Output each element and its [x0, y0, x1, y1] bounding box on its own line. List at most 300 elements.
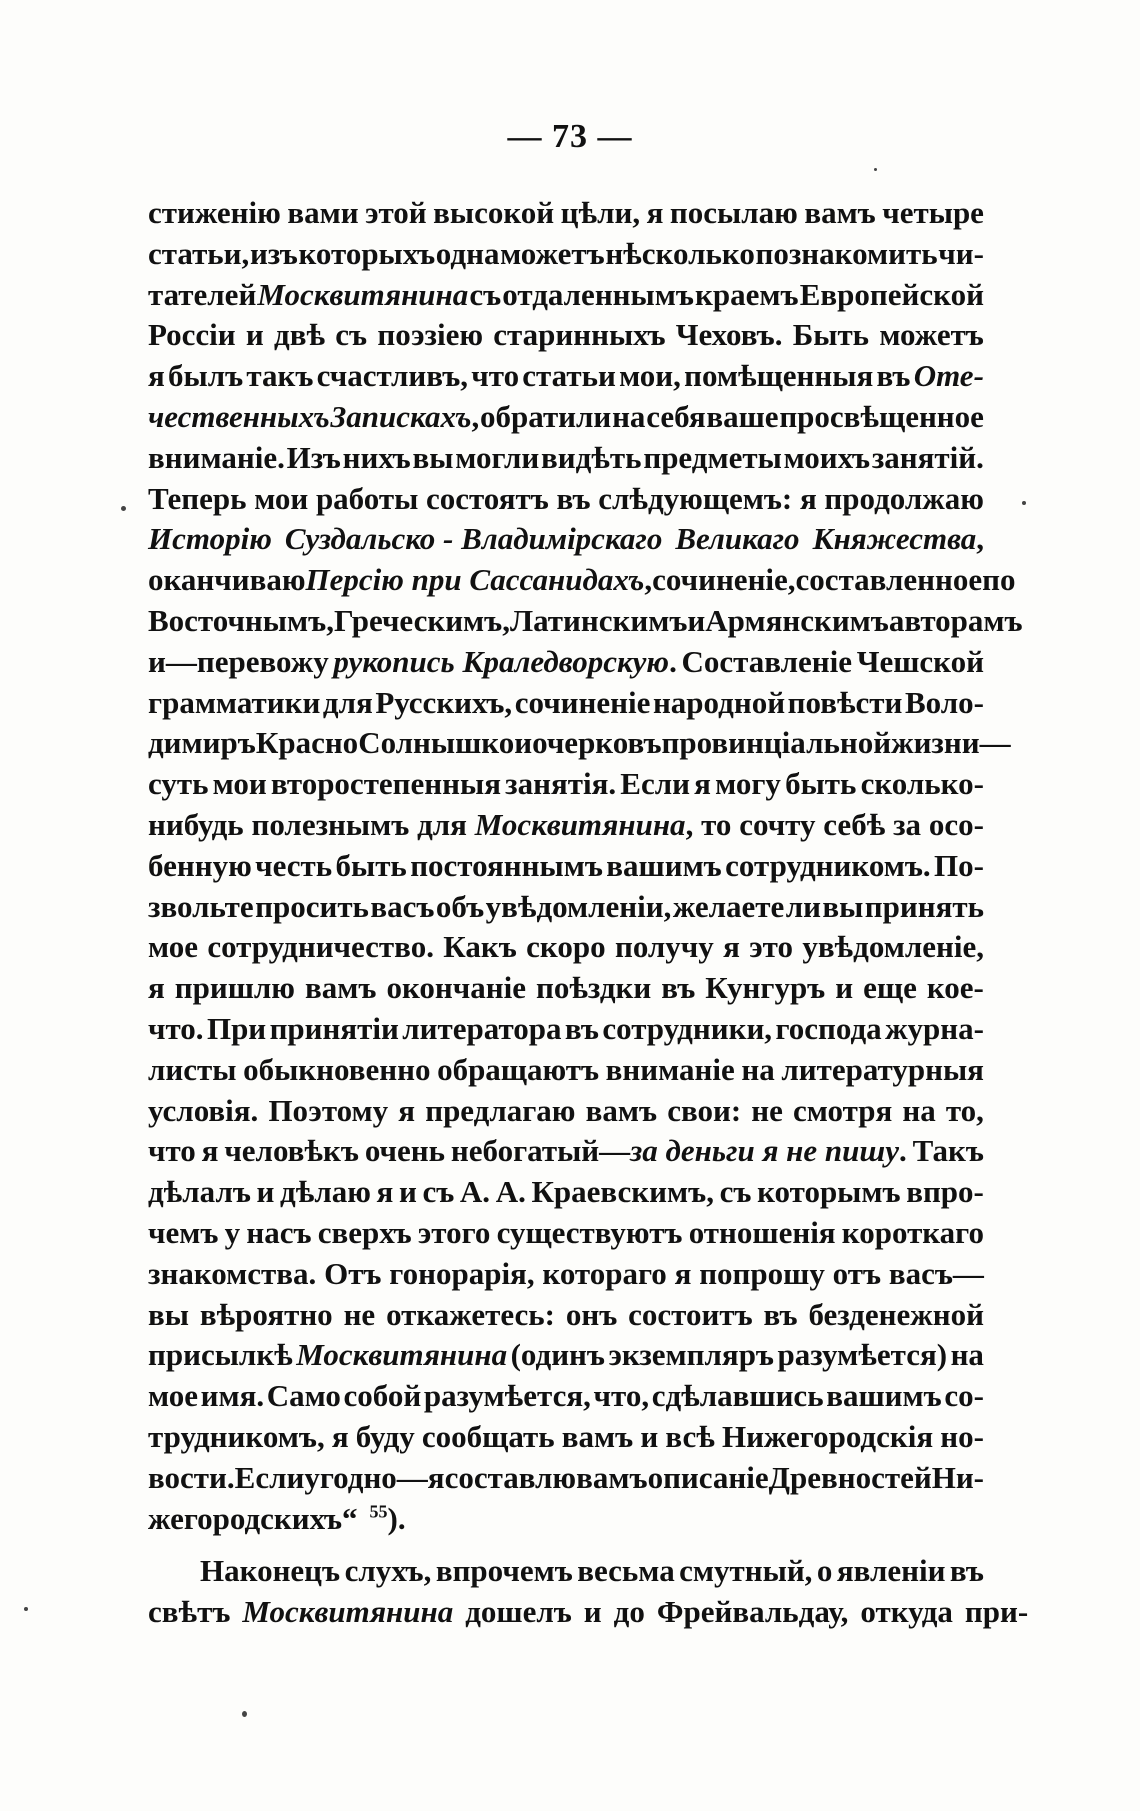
- word: [893, 805, 921, 846]
- word: [224, 1131, 359, 1172]
- text-run: на: [950, 1337, 984, 1373]
- word: [287, 438, 341, 479]
- word: [268, 1091, 388, 1132]
- text-run: вашимъ: [606, 847, 722, 883]
- word: [793, 1091, 892, 1132]
- text-line: [148, 1254, 984, 1295]
- word: [675, 1254, 692, 1295]
- word: [465, 1592, 572, 1633]
- word: [614, 1592, 645, 1633]
- word: [471, 356, 519, 397]
- text-run: о: [816, 1553, 833, 1589]
- word: [270, 1009, 399, 1050]
- word: [526, 927, 605, 968]
- word: [375, 683, 512, 724]
- text-run: вамъ: [585, 1092, 658, 1128]
- text-run: стиженію: [148, 195, 281, 230]
- text-run: Восточнымъ,: [148, 602, 334, 638]
- ink-speck: [24, 1607, 28, 1611]
- text-run: .: [669, 643, 677, 679]
- word: [496, 1172, 526, 1213]
- text-run: вамъ: [804, 195, 876, 230]
- text-run: Если: [620, 766, 690, 802]
- text-run: Теперь: [148, 480, 247, 516]
- text-run: Если: [234, 1459, 305, 1495]
- word: [510, 601, 687, 642]
- text-line: [148, 315, 984, 356]
- word: [769, 1458, 932, 1499]
- text-run: и: [835, 970, 854, 1006]
- text-run: гонорарія,: [389, 1255, 535, 1291]
- text-run: ли: [785, 888, 821, 924]
- text-run: не: [343, 1296, 376, 1332]
- text-run: А.: [459, 1174, 491, 1210]
- word: [280, 1172, 371, 1213]
- word: [739, 805, 815, 846]
- text-line: [148, 1213, 984, 1254]
- word: [749, 927, 793, 968]
- text-run: онъ: [565, 1296, 618, 1332]
- word: [148, 846, 252, 887]
- text-run: нихъ: [342, 439, 411, 475]
- text-run: сотрудники,: [602, 1010, 773, 1046]
- text-line: [148, 1458, 984, 1499]
- italic-text: Персію при Сассанидахъ: [305, 562, 645, 598]
- text-run: для: [417, 806, 467, 842]
- word: [365, 1131, 445, 1172]
- text-line: [148, 397, 984, 438]
- text-run: сотрудничество.: [207, 929, 434, 965]
- text-run: Фрейвальдау,: [656, 1594, 849, 1630]
- text-run: авторамъ: [888, 602, 1023, 638]
- text-run: съ: [469, 276, 502, 312]
- word: [872, 438, 984, 479]
- text-run: повѣсти: [787, 684, 903, 720]
- text-run: вашимъ: [826, 1378, 942, 1414]
- text-run: и: [245, 317, 264, 353]
- text-run: и: [398, 1174, 417, 1210]
- word: [823, 805, 885, 846]
- word: [902, 1091, 935, 1132]
- word: [605, 234, 755, 275]
- word: [250, 234, 298, 275]
- word: [148, 1172, 251, 1213]
- text-run: ,: [976, 521, 984, 557]
- word: [148, 1009, 204, 1050]
- footnote-marker: 55: [369, 1501, 388, 1522]
- text-run: поѣздки: [535, 970, 652, 1006]
- word: [598, 479, 792, 520]
- text-run: сочиненіе,: [652, 562, 796, 598]
- text-run: откажетесь:: [386, 1296, 555, 1332]
- text-run: очерковъ: [532, 725, 662, 761]
- text-run: и—перевожу: [148, 643, 329, 679]
- text-run: краемъ: [695, 276, 799, 312]
- text-run: я: [201, 1133, 219, 1169]
- word: [757, 1172, 901, 1213]
- word: [148, 1458, 235, 1499]
- word: [657, 1592, 849, 1633]
- text-run: цѣли,: [560, 195, 641, 230]
- text-run: Чешской: [856, 643, 984, 679]
- word: [705, 601, 889, 642]
- word: [532, 723, 661, 764]
- text-run: описаніе: [647, 1459, 769, 1495]
- word: [332, 1417, 349, 1458]
- text-run: жизни—: [891, 725, 1011, 761]
- text-run: существуютъ: [496, 1214, 683, 1250]
- word: [676, 315, 783, 356]
- text-run: очень: [364, 1133, 446, 1169]
- word: [399, 1172, 417, 1213]
- text-run: старинныхъ: [493, 317, 666, 353]
- text-run: принятіи: [269, 1010, 399, 1046]
- word: [370, 887, 434, 928]
- word: [612, 397, 645, 438]
- word: [318, 1213, 412, 1254]
- italic-text: Великаго: [675, 521, 800, 557]
- text-run: и: [687, 602, 706, 638]
- word: [842, 1213, 984, 1254]
- text-run: Нижегородскія: [721, 1418, 934, 1454]
- text-run: обратили: [480, 398, 612, 434]
- word: [344, 1376, 422, 1417]
- word: [667, 1091, 741, 1132]
- word: [148, 1335, 293, 1376]
- text-line: [148, 1592, 1029, 1633]
- word: [386, 1295, 555, 1336]
- text-run: дѣлалъ: [148, 1174, 251, 1210]
- text-run: у: [224, 1214, 241, 1250]
- text-run: явленіи: [836, 1553, 946, 1589]
- word: [413, 438, 454, 479]
- text-run: (одинъ: [510, 1337, 605, 1373]
- text-run: съ: [422, 1174, 455, 1210]
- word: [213, 764, 267, 805]
- word: [445, 1458, 577, 1499]
- word: [287, 193, 358, 234]
- text-run: которыхъ: [298, 235, 436, 271]
- text-run: кое-: [926, 970, 984, 1006]
- text-run: я: [799, 480, 817, 516]
- text-run: попрошу: [699, 1255, 825, 1291]
- word: [271, 764, 501, 805]
- word: [207, 927, 434, 968]
- text-run: вами: [287, 195, 359, 230]
- word: [424, 1376, 591, 1417]
- text-run: отдаленнымъ: [502, 276, 694, 312]
- text-run: безденежной: [808, 1296, 984, 1332]
- text-run: этого: [417, 1214, 491, 1250]
- text-run: собой: [343, 1378, 422, 1414]
- text-run: я: [694, 766, 711, 802]
- word: [715, 764, 781, 805]
- text-run: литературныя: [781, 1051, 984, 1087]
- word: [410, 846, 603, 887]
- text-run: получу: [614, 929, 714, 965]
- paragraph-gap: [148, 1539, 984, 1551]
- word: [175, 968, 295, 1009]
- word: [796, 560, 983, 601]
- text-run: присылкѣ: [148, 1337, 293, 1373]
- text-run: условія.: [148, 1092, 259, 1128]
- word: [305, 968, 376, 1009]
- ink-speck: [242, 1711, 247, 1717]
- text-line: [148, 927, 984, 968]
- text-run: видѣть: [541, 439, 642, 475]
- word: [835, 968, 853, 1009]
- word: [148, 1592, 230, 1633]
- text-run: и: [256, 1174, 275, 1210]
- text-run: Европейской: [799, 276, 984, 312]
- word: [200, 1551, 340, 1592]
- text-run: Чеховъ.: [675, 317, 783, 353]
- word: [786, 887, 821, 928]
- text-line: [148, 560, 1016, 601]
- text-run: то,: [945, 1092, 984, 1128]
- text-run: статьи,: [148, 235, 250, 271]
- word: [511, 1335, 605, 1376]
- text-run: сколько-: [860, 766, 984, 802]
- text-run: экземпляръ: [608, 1337, 775, 1373]
- word: [493, 315, 665, 356]
- word: [817, 1551, 833, 1592]
- text-line: [148, 1172, 984, 1213]
- text-run: и: [583, 1594, 602, 1630]
- word: [243, 1050, 430, 1091]
- word: [940, 1417, 984, 1458]
- word: [148, 1417, 325, 1458]
- word: [148, 519, 272, 560]
- italic-text: Москвитянина: [296, 1337, 508, 1373]
- text-run: Само: [266, 1378, 341, 1414]
- text-run: въ: [564, 1010, 599, 1046]
- word: [913, 1131, 984, 1172]
- word: [235, 1458, 305, 1499]
- word: [480, 397, 611, 438]
- text-run: сочту: [739, 806, 816, 842]
- text-run: просить: [255, 888, 369, 924]
- text-run: господа: [775, 1010, 882, 1046]
- word: [148, 968, 165, 1009]
- word: [426, 479, 549, 520]
- text-run: что.: [148, 1010, 204, 1046]
- word: [389, 1254, 534, 1295]
- text-run: сотрудникомъ.: [725, 847, 931, 883]
- word: [891, 723, 1011, 764]
- word: [148, 1499, 358, 1540]
- text-line: [148, 683, 984, 724]
- text-run: я: [148, 358, 165, 394]
- word: [764, 1295, 798, 1336]
- text-run: вамъ: [561, 1418, 634, 1454]
- word: [594, 1376, 650, 1417]
- word: [788, 683, 903, 724]
- word: [879, 315, 984, 356]
- word: [246, 1213, 311, 1254]
- text-run: состоятъ: [425, 480, 549, 516]
- word: [833, 1254, 881, 1295]
- word: [775, 1009, 881, 1050]
- text-run: быть: [335, 847, 407, 883]
- text-line: [148, 1499, 984, 1540]
- word: [652, 560, 795, 601]
- word: [356, 1417, 415, 1458]
- word: [800, 275, 984, 316]
- text-run: второстепенныя: [270, 766, 501, 802]
- word: [344, 1295, 376, 1336]
- text-run: ,: [644, 562, 653, 598]
- word: [725, 846, 931, 887]
- text-run: продолжаю: [824, 480, 984, 516]
- text-run: слухъ,: [344, 1553, 432, 1589]
- text-run: окончаніе: [386, 970, 526, 1006]
- word: [333, 642, 676, 683]
- text-run: объ: [435, 888, 485, 924]
- ink-speck: [874, 168, 877, 171]
- text-run: въ: [661, 970, 696, 1006]
- word: [804, 193, 875, 234]
- word: [148, 356, 165, 397]
- text-run: состоитъ: [628, 1296, 753, 1332]
- text-run: При: [206, 1010, 267, 1046]
- word: [148, 601, 334, 642]
- word: [246, 356, 313, 397]
- text-run: я: [646, 195, 664, 230]
- word: [436, 887, 484, 928]
- text-run: полезнымъ: [251, 806, 410, 842]
- word: [615, 927, 714, 968]
- word: [345, 1551, 432, 1592]
- text-run: скоро: [526, 929, 606, 965]
- text-run: желаете: [672, 888, 785, 924]
- text-run: Воло-: [904, 684, 984, 720]
- word: [889, 601, 1023, 642]
- italic-text: Исторію: [148, 521, 272, 557]
- paragraph: [148, 193, 1023, 1539]
- word: [267, 1376, 341, 1417]
- text-run: одна: [435, 235, 500, 271]
- text-run: увѣдомленіе,: [802, 929, 984, 965]
- word: [785, 764, 856, 805]
- word: [556, 479, 590, 520]
- page-number: — 73 —: [507, 118, 633, 155]
- text-run: предметы: [643, 439, 782, 475]
- text-run: журна-: [885, 1010, 984, 1046]
- word: [285, 519, 662, 560]
- word: [256, 723, 358, 764]
- ink-speck: [1022, 501, 1026, 505]
- italic-text: Москвитянина: [257, 276, 469, 312]
- word: [417, 805, 467, 846]
- ink-speck: [121, 506, 126, 511]
- text-run: можетъ: [500, 235, 605, 271]
- text-run: ваше: [706, 398, 779, 434]
- word: [889, 1254, 984, 1295]
- word: [722, 1417, 933, 1458]
- text-line: [148, 1376, 984, 1417]
- text-run: Изъ: [286, 439, 341, 475]
- word: [561, 193, 640, 234]
- word: [965, 1592, 1028, 1633]
- text-run: смотря: [793, 1092, 893, 1128]
- word: [330, 397, 479, 438]
- text-line: [148, 805, 984, 846]
- word: [982, 560, 1015, 601]
- word: [336, 846, 407, 887]
- text-run: свои:: [667, 1092, 742, 1128]
- text-run: занятій.: [871, 439, 984, 475]
- word: [148, 275, 256, 316]
- word: [443, 927, 517, 968]
- text-run: въ: [949, 1553, 984, 1589]
- text-run: угодно—я: [304, 1459, 445, 1495]
- text-line: [148, 601, 1023, 642]
- text-line: [148, 519, 984, 560]
- word: [882, 193, 984, 234]
- text-run: котораго: [542, 1255, 667, 1291]
- word: [665, 1417, 714, 1458]
- text-run: народной: [652, 684, 786, 720]
- text-run: осо-: [928, 806, 984, 842]
- text-line: [148, 1417, 984, 1458]
- text-run: Отъ: [324, 1255, 382, 1291]
- text-run: по: [982, 562, 1016, 598]
- text-run: Красно: [255, 725, 359, 761]
- word: [822, 887, 863, 928]
- text-run: имя.: [200, 1378, 265, 1414]
- text-run: могли: [455, 439, 540, 475]
- word: [296, 1335, 507, 1376]
- text-run: постояннымъ: [410, 847, 603, 883]
- text-run: Быть: [792, 317, 870, 353]
- word: [168, 356, 243, 397]
- text-run: составлю: [444, 1459, 577, 1495]
- text-run: вы: [412, 439, 454, 475]
- text-run: Солнышко: [358, 725, 515, 761]
- word: [148, 234, 249, 275]
- text-run: познакомить: [755, 235, 938, 271]
- text-run: посылаю: [669, 195, 798, 230]
- italic-text: чественныхъ: [148, 398, 330, 434]
- word: [576, 1458, 647, 1499]
- italic-text: Запискахъ: [330, 398, 472, 434]
- word: [497, 1213, 683, 1254]
- word: [358, 723, 514, 764]
- text-run: впрочемъ: [435, 1553, 573, 1589]
- italic-text: Москвитянина: [474, 806, 686, 842]
- text-run: былъ: [168, 358, 244, 394]
- word: [148, 887, 254, 928]
- text-run: чи-: [938, 235, 984, 271]
- text-line: [148, 723, 1011, 764]
- word: [515, 683, 651, 724]
- text-line: [148, 764, 984, 805]
- word: [202, 1131, 219, 1172]
- text-run: Наконецъ: [200, 1553, 341, 1589]
- word: [298, 234, 435, 275]
- text-line: [148, 1335, 984, 1376]
- text-run: что: [148, 1133, 196, 1169]
- word: [148, 1213, 218, 1254]
- word: [905, 683, 984, 724]
- word: [436, 1551, 573, 1592]
- word: [946, 1091, 984, 1132]
- text-run: съ: [719, 1174, 752, 1210]
- text-run: впро-: [906, 1174, 984, 1210]
- word: [335, 315, 367, 356]
- text-line: [148, 1295, 984, 1336]
